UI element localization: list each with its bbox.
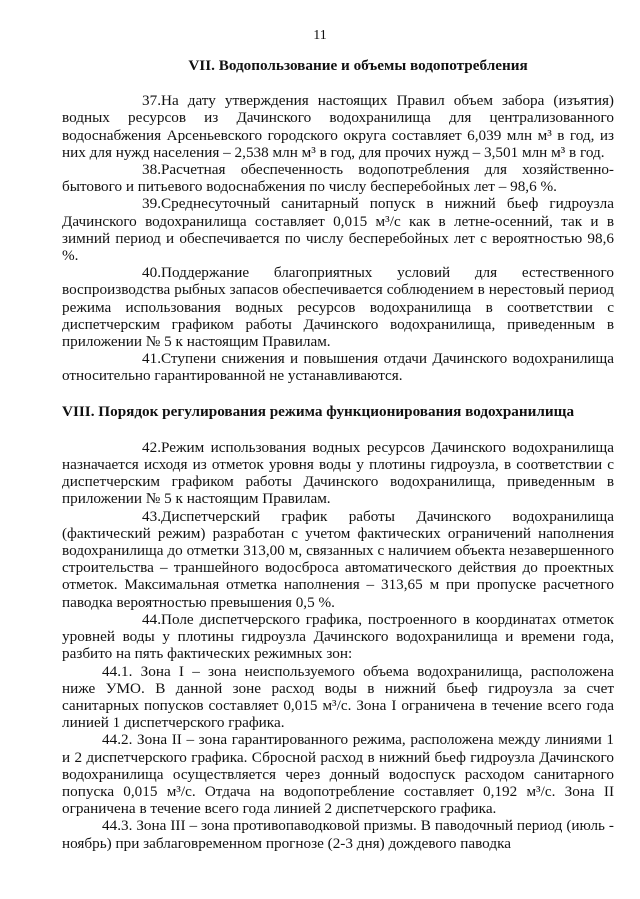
paragraph-41 [62,350,614,384]
paragraph-44-1 [62,663,614,732]
paragraph-text: Режим использования водных ресурсов Дачинского водохранилища назначается исходя из отметок уровня воды у плотины гидроузла, в соответствии с диспетчерским графиком работы Дачинского водохранилища, приведенным в приложении № 5 к настоящим Правилам. [62,438,614,508]
paragraph-39 [62,195,614,264]
paragraph-37 [62,92,614,161]
paragraph-text: Поле диспетчерского графика, построенного в координатах отметок уровней воды у плотины гидроузла Дачинского водохранилища и времени года, разбито на пять фактических режимных зон: [62,610,614,663]
paragraph-number: 43. [142,507,161,525]
page-number: 11 [313,28,327,43]
section-viii-body [62,439,614,852]
section-heading-viii: VIII. Порядок регулирования режима функционирования водохранилища [62,402,575,420]
paragraph-number: 39. [142,195,161,213]
paragraph-number: 38. [142,161,161,179]
paragraph-number: 37. [142,92,161,110]
paragraph-44-2 [62,731,614,817]
paragraph-number: 42. [142,438,161,456]
paragraph-text: На дату утверждения настоящих Правил объем забора (изъятия) водных ресурсов из Дачинского водохранилища для централизованного водоснабжения Арсеньевского городского округа составляет 6,039 млн м³ в год, из них для нужд населения – 2,538 млн м³ в год, для прочих нужд – 3,501 млн м³ в год. [62,92,614,161]
paragraph-42 [62,439,614,508]
paragraph-number: 41. [142,350,161,368]
paragraph-text: 44.2. Зона II – зона гарантированного режима, расположена между линиями 1 и 2 диспетчерского графика. Сбросной расход в нижний бьеф гидроузла Дачинского водохранилища осуществляется через донный водоспуск расходом санитарного попуска 0,015 м³/с. Отдача на водопотребление составляет 0,192 м³/с. Зона II ограничена в течение всего года линией 2 диспетчерского графика. [62,731,614,818]
paragraph-text: Среднесуточный санитарный попуск в нижний бьеф гидроузла Дачинского водохранилища составляет 0,015 м³/с как в летне-осенний, так и в зимний период и обеспечивается по числу бесперебойных лет с вероятностью 98,6 %. [62,195,614,265]
paragraph-44-3 [62,817,614,851]
paragraph-38 [62,161,614,195]
section-vii-body [62,92,614,384]
paragraph-text: Поддержание благоприятных условий для естественного воспроизводства рыбных запасов обеспечивается соблюдением в нерестовый период режима использования водных ресурсов водохранилища в соответствии с диспетчерским графиком работы Дачинского водохранилища, приведенным в приложении № 5 к настоящим Правилам. [62,264,614,351]
paragraph-43 [62,508,614,611]
section-heading-vii: VII. Водопользование и объемы водопотребления [188,57,528,74]
paragraph-number: 40. [142,264,161,282]
paragraph-44 [62,611,614,663]
document-body [62,57,614,852]
paragraph-text: 44.3. Зона III – зона противопаводковой призмы. В паводочный период (июль - ноябрь) при заблаговременном прогнозе (2-3 дня) дождевого паводка [62,817,614,852]
paragraph-text: Диспетчерский график работы Дачинского водохранилища (фактический режим) разработан с учетом фактических ограничений наполнения водохранилища до отметки 313,00 м, связанных с наличием объекта незавершенного строительства – траншейного водосброса автоматического действия до проектных отметок. Максимальная отметка наполнения – 313,65 м при пропуске расчетного паводка вероятностью превышения 0,5 %. [62,507,614,611]
paragraph-40 [62,264,614,350]
paragraph-text: Расчетная обеспеченность водопотребления для хозяйственно-бытового и питьевого водоснабжения по числу бесперебойных лет – 98,6 %. [62,161,614,196]
paragraph-text: Ступени снижения и повышения отдачи Дачинского водохранилища относительно гарантированной не устанавливаются. [62,350,614,385]
paragraph-number: 44. [142,610,161,628]
paragraph-text: 44.1. Зона I – зона неиспользуемого объема водохранилища, расположена ниже УМО. В данной зоне расход воды в нижний бьеф гидроузла за счет санитарных попусков составляет 0,015 м³/с. Зона I ограничена в течение всего года линией 1 диспетчерского графика. [62,662,614,732]
